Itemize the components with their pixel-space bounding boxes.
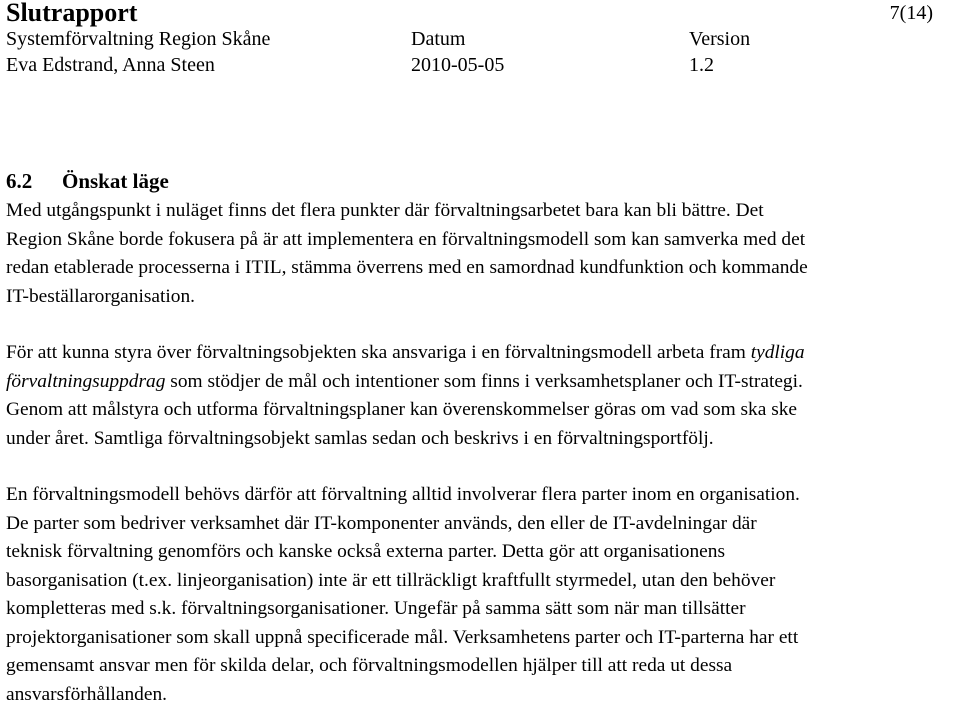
text-line: Genom att målstyra och utforma förvaltningsplaner kan överenskommelser göras om vad som ska ske	[6, 396, 954, 425]
header-organization: Systemförvaltning Region Skåne	[6, 26, 270, 52]
header-version-label: Version	[689, 26, 750, 52]
text-line: teknisk förvaltning genomförs och kanske också externa parter. Detta gör att organisationens	[6, 538, 954, 567]
header-date-value: 2010-05-05	[411, 52, 504, 78]
document-page	[6, 0, 954, 672]
header-version-value: 1.2	[689, 52, 714, 78]
italic-term: tydliga	[751, 342, 805, 363]
header-date-label: Datum	[411, 26, 465, 52]
text-line: De parter som bedriver verksamhet där IT-komponenter används, den eller de IT-avdelningar där	[6, 510, 954, 539]
page-header	[6, 0, 954, 82]
text-line: projektorganisationer som skall uppnå specificerade mål. Verksamhetens parter och IT-parterna har ett	[6, 624, 954, 653]
paragraph-current-state	[6, 197, 954, 311]
document-title: Slutrapport	[6, 0, 137, 28]
text-line: kompletteras med s.k. förvaltningsorganisationer. Ungefär på samma sätt som när man tillsätter	[6, 595, 954, 624]
section-heading	[6, 167, 169, 195]
text-line: ansvarsförhållanden.	[6, 681, 954, 709]
text-run: För att kunna styra över förvaltningsobjekten ska ansvariga i en förvaltningsmodell arbeta fram	[6, 342, 751, 363]
text-line: Region Skåne borde fokusera på är att implementera en förvaltningsmodell som kan samverka med det	[6, 226, 954, 255]
section-title: Önskat läge	[62, 169, 169, 193]
header-authors: Eva Edstrand, Anna Steen	[6, 52, 215, 78]
paragraph-governance	[6, 339, 954, 453]
text-line	[6, 339, 954, 368]
text-line: basorganisation (t.ex. linjeorganisation) inte är ett tillräckligt kraftfullt styrmedel, utan den behöver	[6, 567, 954, 596]
paragraph-management-model	[6, 481, 954, 709]
text-line: IT-beställarorganisation.	[6, 283, 954, 312]
section-number: 6.2	[6, 167, 62, 195]
italic-term: förvaltningsuppdrag	[6, 371, 165, 392]
text-line: En förvaltningsmodell behövs därför att förvaltning alltid involverar flera parter inom en organisation.	[6, 481, 954, 510]
page-number: 7(14)	[890, 0, 933, 26]
section-body	[6, 197, 954, 709]
text-line	[6, 368, 954, 397]
text-run: som stödjer de mål och intentioner som finns i verksamhetsplaner och IT-strategi.	[165, 371, 802, 392]
text-line: redan etablerade processerna i ITIL, stämma överrens med en samordnad kundfunktion och kommande	[6, 254, 954, 283]
text-line: under året. Samtliga förvaltningsobjekt samlas sedan och beskrivs i en förvaltningsportfölj.	[6, 425, 954, 454]
text-line: Med utgångspunkt i nuläget finns det flera punkter där förvaltningsarbetet bara kan bli bättre. Det	[6, 197, 954, 226]
text-line: gemensamt ansvar men för skilda delar, och förvaltningsmodellen hjälper till att reda ut dessa	[6, 652, 954, 681]
